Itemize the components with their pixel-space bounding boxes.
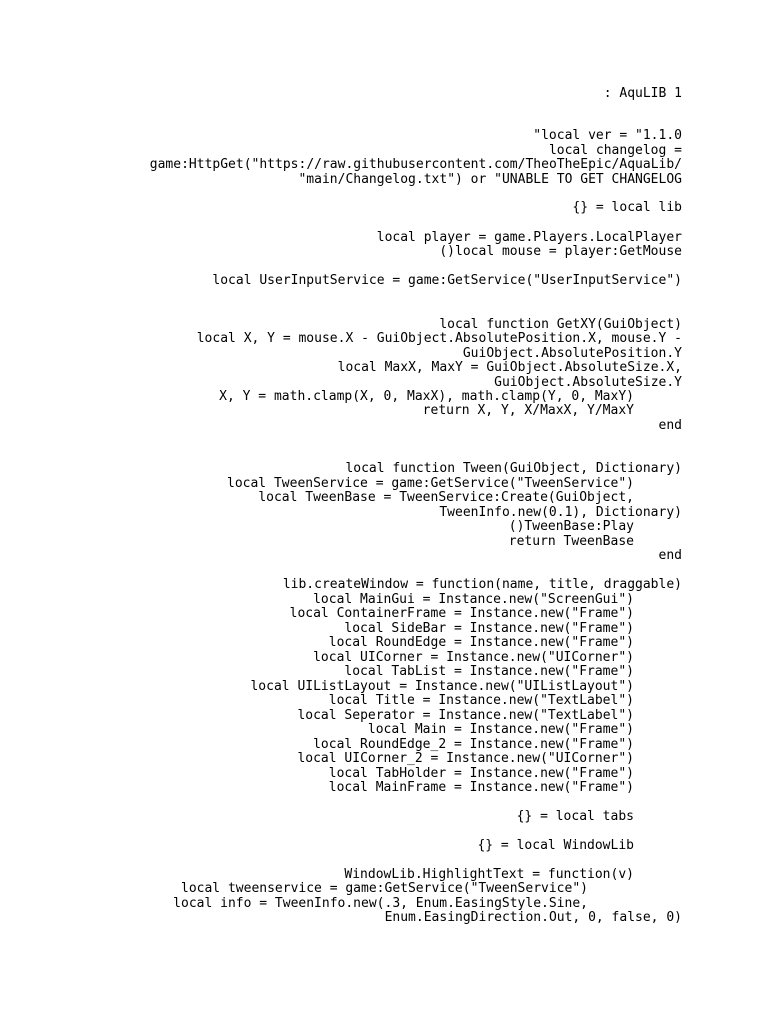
code-line: "local ver = "1.1.0	[533, 128, 682, 143]
code-line: local UIListLayout = Instance.new("UIListLayout")	[250, 679, 634, 694]
code-line: local RoundEdge = Instance.new("Frame")	[328, 635, 634, 650]
code-line: local ContainerFrame = Instance.new("Frame")	[289, 606, 634, 621]
code-line: local function GetXY(GuiObject)	[439, 317, 682, 332]
code-line: local Main = Instance.new("Frame")	[367, 722, 634, 737]
code-line: end	[658, 548, 682, 563]
code-line: ()TweenBase:Play	[508, 519, 634, 534]
code-line: {} = local WindowLib	[477, 838, 634, 853]
code-line: local MaxX, MaxY = GuiObject.AbsoluteSize.X,	[337, 360, 682, 375]
code-line: local TweenService = game:GetService("TweenService")	[227, 476, 634, 491]
code-line: local X, Y = mouse.X - GuiObject.AbsolutePosition.X, mouse.Y -	[196, 331, 682, 346]
code-line: local Title = Instance.new("TextLabel")	[328, 693, 634, 708]
code-line: end	[658, 418, 682, 433]
code-line: "main/Changelog.txt") or "UNABLE TO GET CHANGELOG	[298, 172, 682, 187]
code-line: Enum.EasingDirection.Out, 0, false, 0)	[384, 910, 682, 925]
code-line: GuiObject.AbsoluteSize.Y	[494, 375, 682, 390]
code-line: : AquLIB 1	[603, 86, 682, 101]
code-line: ()local mouse = player:GetMouse	[439, 244, 682, 259]
code-line: local info = TweenInfo.new(.3, Enum.EasingStyle.Sine,	[173, 896, 588, 911]
code-line: local player = game.Players.LocalPlayer	[376, 230, 682, 245]
code-line: local UserInputService = game:GetService("UserInputService")	[212, 273, 682, 288]
code-line: X, Y = math.clamp(X, 0, MaxX), math.clamp(Y, 0, MaxY)	[219, 389, 634, 404]
code-line: TweenInfo.new(0.1), Dictionary)	[439, 505, 682, 520]
code-line: game:HttpGet("https://raw.githubusercontent.com/TheoTheEpic/AquaLib/	[149, 157, 682, 172]
code-line: local TabList = Instance.new("Frame")	[344, 664, 634, 679]
code-line: local tweenservice = game:GetService("TweenService")	[181, 881, 588, 896]
code-line: local MainGui = Instance.new("ScreenGui")	[313, 592, 634, 607]
code-line: local UICorner_2 = Instance.new("UICorner")	[297, 751, 634, 766]
code-line: local Seperator = Instance.new("TextLabel")	[297, 708, 634, 723]
code-line: local TabHolder = Instance.new("Frame")	[328, 766, 634, 781]
code-line: lib.createWindow = function(name, title, draggable)	[282, 577, 682, 592]
code-line: local function Tween(GuiObject, Dictionary)	[345, 461, 682, 476]
code-line: return TweenBase	[508, 534, 634, 549]
code-line: local UICorner = Instance.new("UICorner")	[313, 650, 634, 665]
code-line: local RoundEdge_2 = Instance.new("Frame")	[313, 737, 634, 752]
code-line: return X, Y, X/MaxX, Y/MaxY	[422, 403, 634, 418]
code-line: WindowLib.HighlightText = function(v)	[344, 867, 634, 882]
code-line: local SideBar = Instance.new("Frame")	[344, 621, 634, 636]
code-line: GuiObject.AbsolutePosition.Y	[462, 346, 682, 361]
code-line: local MainFrame = Instance.new("Frame")	[328, 780, 634, 795]
code-line: local changelog =	[548, 143, 682, 158]
code-line: {} = local lib	[572, 200, 682, 215]
code-line: {} = local tabs	[516, 809, 634, 824]
code-line: local TweenBase = TweenService:Create(GuiObject,	[258, 490, 634, 505]
